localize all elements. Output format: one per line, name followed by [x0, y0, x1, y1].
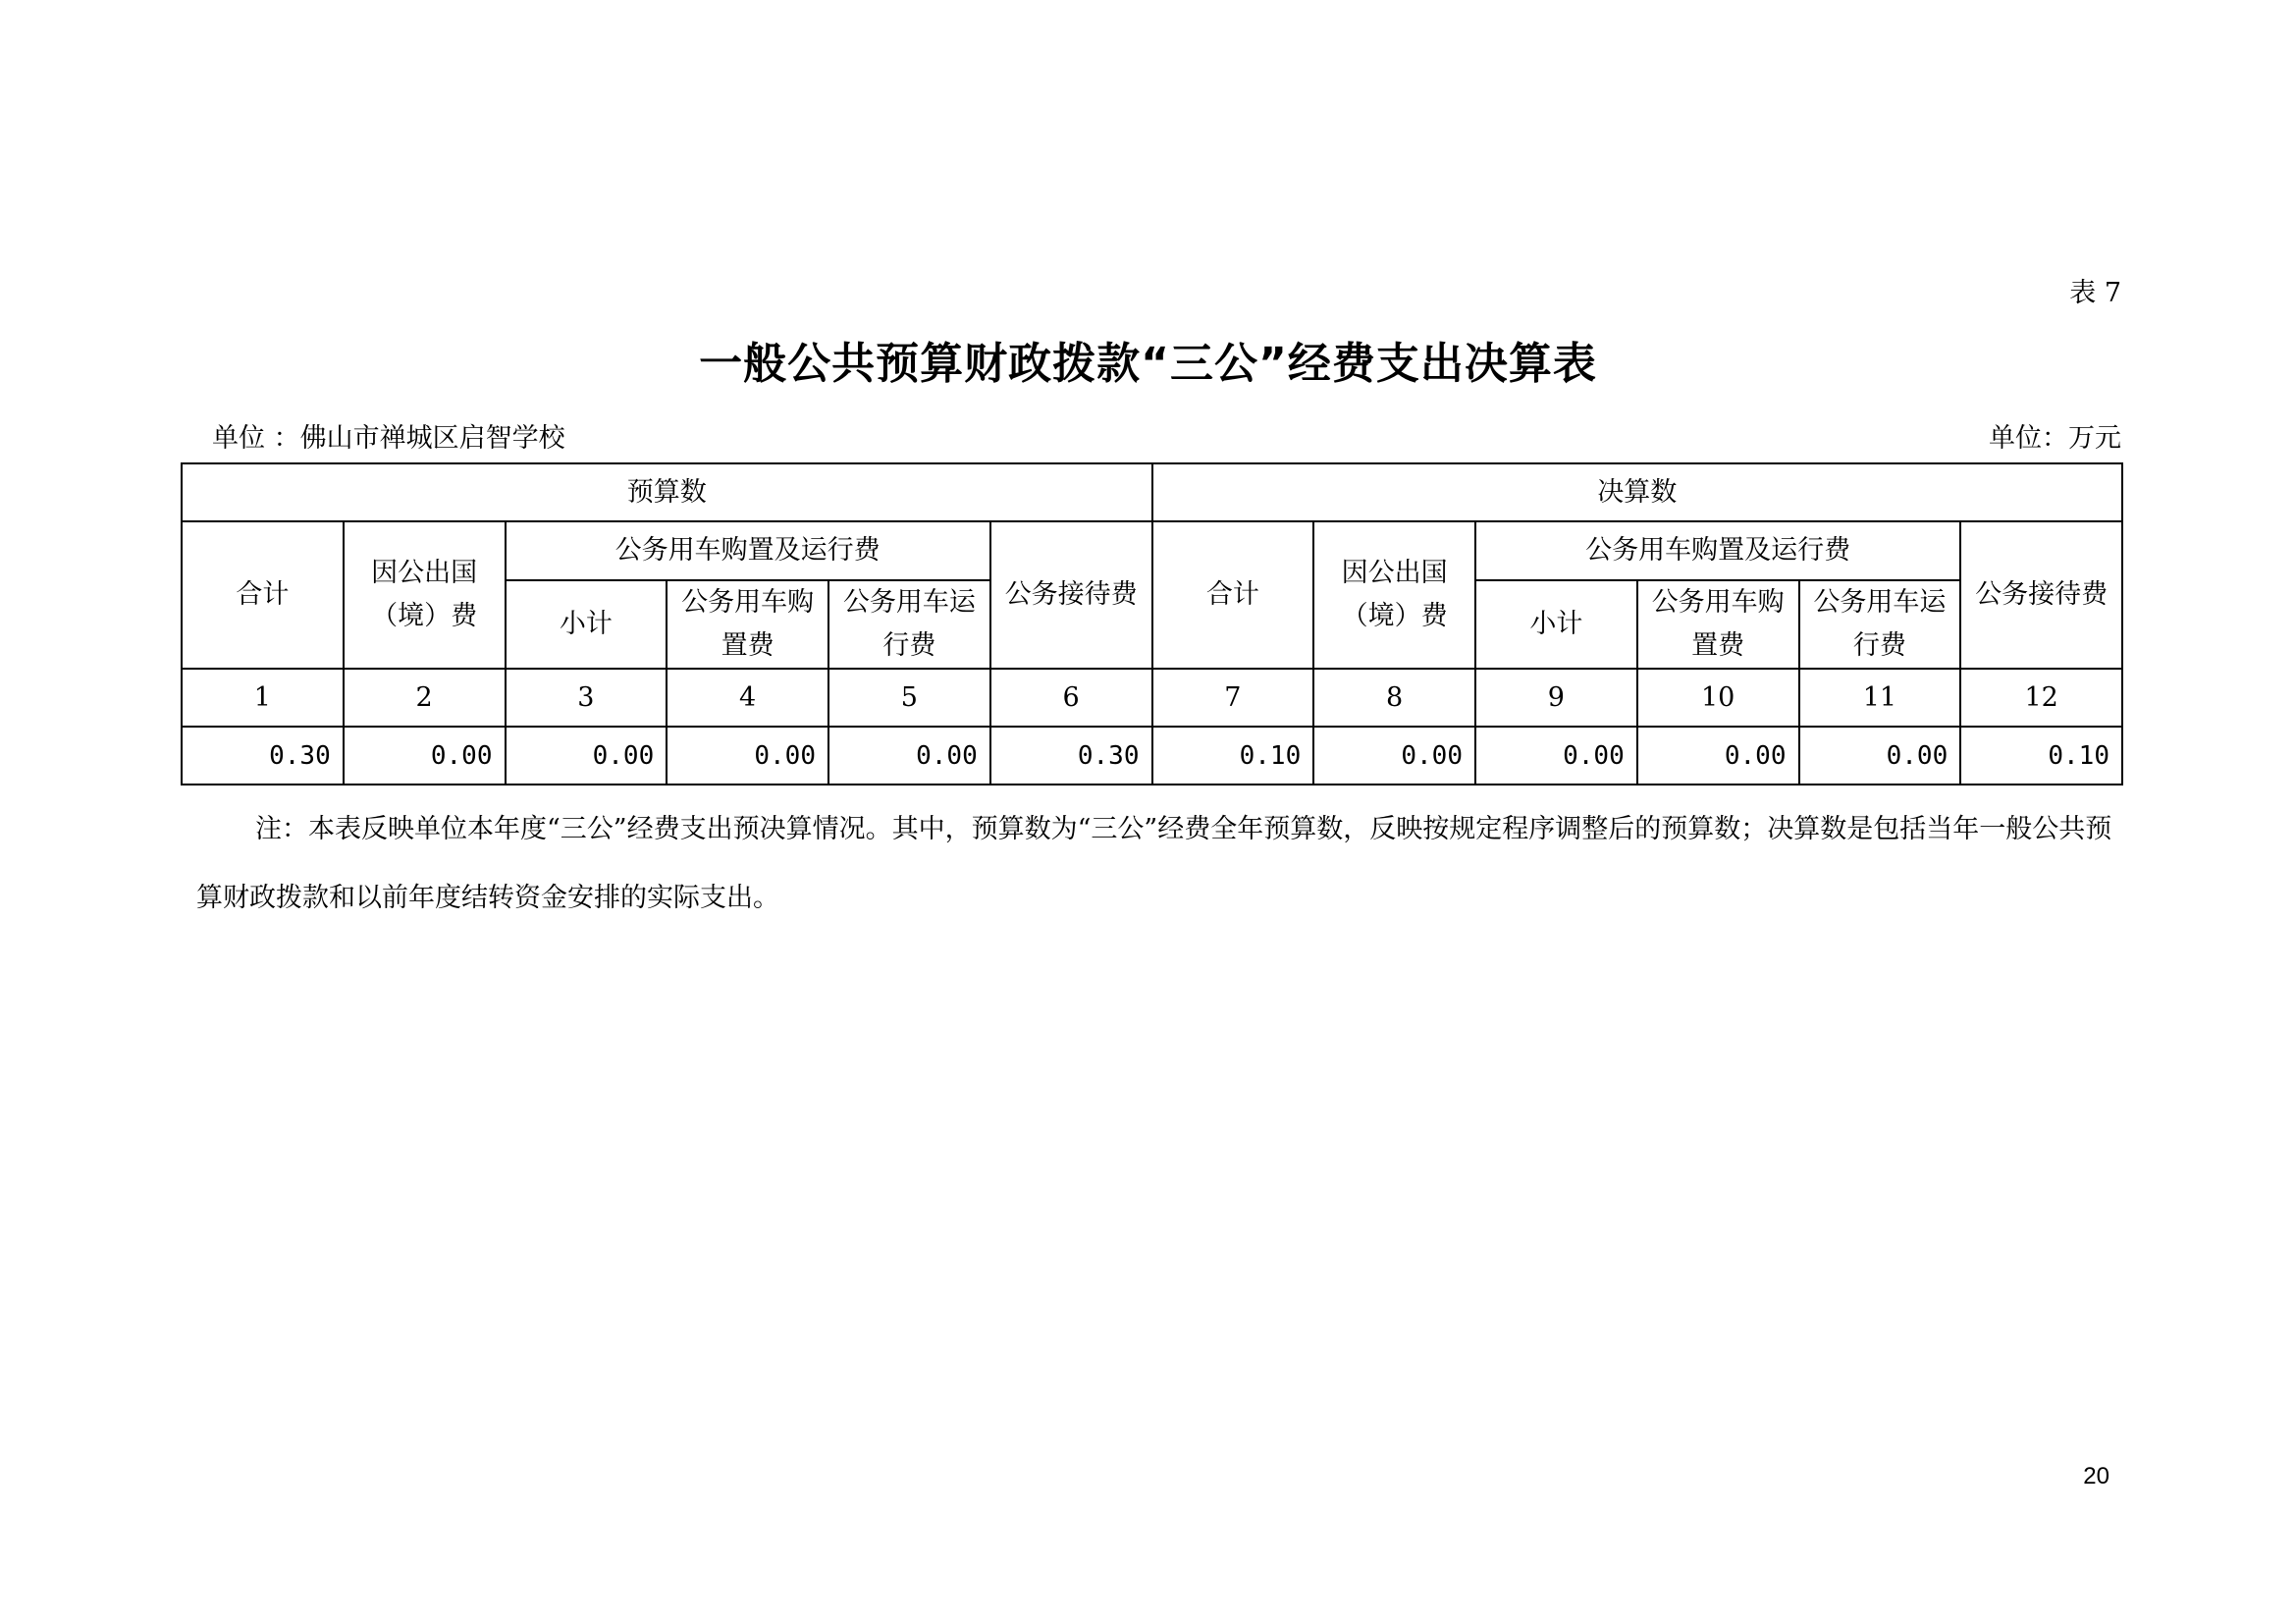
column-number: 6	[990, 669, 1152, 727]
column-number: 5	[828, 669, 990, 727]
column-number: 10	[1637, 669, 1799, 727]
table-label: 表 7	[2069, 278, 2121, 308]
value-cell: 0.00	[1637, 727, 1799, 785]
reporting-unit: 单位 ：佛山市禅城区启智学校	[212, 423, 565, 454]
value-cell: 0.00	[344, 727, 506, 785]
value-cell: 0.10	[1152, 727, 1314, 785]
final-group-header: 决算数	[1152, 463, 2123, 521]
value-cell: 0.00	[1799, 727, 1961, 785]
column-number: 2	[344, 669, 506, 727]
final-vehicle-operation-header: 公务用车运行费	[1799, 580, 1961, 669]
value-cell: 0.00	[506, 727, 667, 785]
final-subtotal-header: 小计	[1475, 580, 1637, 669]
budget-vehicle-group-header: 公务用车购置及运行费	[506, 521, 990, 580]
column-number: 8	[1313, 669, 1475, 727]
budget-subtotal-header: 小计	[506, 580, 667, 669]
value-cell: 0.00	[667, 727, 828, 785]
value-cell: 0.30	[182, 727, 344, 785]
value-cell: 0.00	[828, 727, 990, 785]
table-note: 注：本表反映单位本年度“三公”经费支出预决算情况。其中，预算数为“三公”经费全年预算数，反映按规定程序调整后的预算数；决算数是包括当年一般公共预算财政拨款和以前年度结转资金安排的实际支出。	[196, 814, 2112, 913]
column-number: 11	[1799, 669, 1961, 727]
column-number: 1	[182, 669, 344, 727]
value-cell: 0.00	[1313, 727, 1475, 785]
expenditure-table	[181, 462, 2123, 785]
final-vehicle-purchase-header: 公务用车购置费	[1637, 580, 1799, 669]
value-row	[182, 727, 2122, 785]
currency-unit: 单位：万元	[1989, 423, 2121, 454]
final-vehicle-group-header: 公务用车购置及运行费	[1475, 521, 1960, 580]
value-cell: 0.00	[1475, 727, 1637, 785]
page-title: 一般公共预算财政拨款“三公”经费支出决算表	[699, 339, 1597, 389]
final-abroad-header: 因公出国（境）费	[1313, 521, 1475, 669]
column-number: 12	[1960, 669, 2122, 727]
page-number: 20	[2083, 1463, 2109, 1489]
budget-vehicle-operation-header: 公务用车运行费	[828, 580, 990, 669]
group-header-row	[182, 463, 2122, 521]
column-number: 4	[667, 669, 828, 727]
column-number: 7	[1152, 669, 1314, 727]
column-header-row	[182, 521, 2122, 580]
column-number: 3	[506, 669, 667, 727]
budget-reception-header: 公务接待费	[990, 521, 1152, 669]
final-reception-header: 公务接待费	[1960, 521, 2122, 669]
budget-total-header: 合计	[182, 521, 344, 669]
budget-group-header: 预算数	[182, 463, 1152, 521]
budget-abroad-header: 因公出国（境）费	[344, 521, 506, 669]
final-total-header: 合计	[1152, 521, 1314, 669]
budget-vehicle-purchase-header: 公务用车购置费	[667, 580, 828, 669]
column-number-row	[182, 669, 2122, 727]
value-cell: 0.10	[1960, 727, 2122, 785]
value-cell: 0.30	[990, 727, 1152, 785]
column-number: 9	[1475, 669, 1637, 727]
